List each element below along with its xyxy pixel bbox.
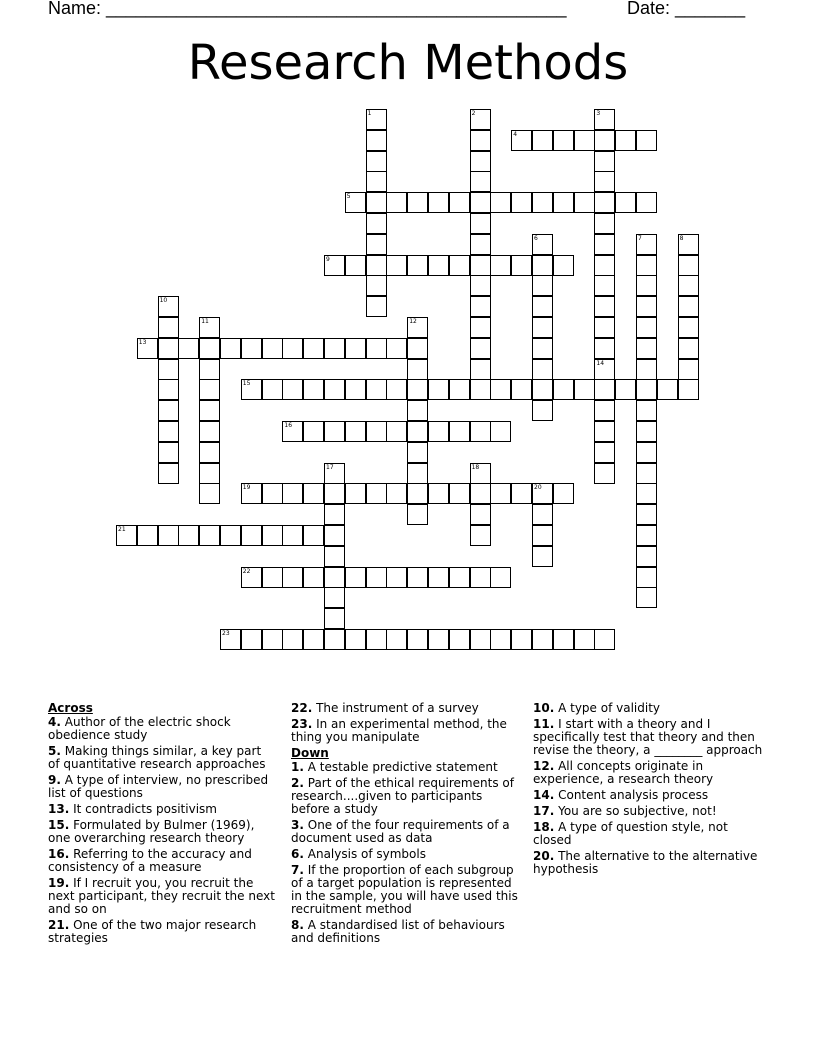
cell-number: 19: [242, 484, 251, 492]
grid-cell[interactable]: [262, 483, 283, 504]
grid-cell[interactable]: [678, 234, 699, 255]
grid-cell[interactable]: [678, 359, 699, 380]
grid-cell[interactable]: [470, 421, 491, 442]
grid-cell[interactable]: [303, 525, 324, 546]
grid-cell[interactable]: [574, 130, 595, 151]
grid-cell[interactable]: [324, 338, 345, 359]
grid-cell[interactable]: [470, 567, 491, 588]
grid-cell[interactable]: [470, 109, 491, 130]
page-title: Research Methods: [187, 35, 629, 91]
date-field[interactable]: Date: _______: [627, 0, 746, 18]
clue-down-8: 8. A standardised list of behaviours and definitions: [291, 918, 505, 945]
grid-cell[interactable]: [241, 567, 262, 588]
grid-cell[interactable]: [324, 525, 345, 546]
grid-cell[interactable]: [366, 255, 387, 276]
grid-cell[interactable]: [282, 338, 303, 359]
grid-cell[interactable]: [137, 338, 158, 359]
clue-column-3: [533, 702, 769, 879]
grid-cell[interactable]: [470, 275, 491, 296]
grid-cell[interactable]: [636, 338, 657, 359]
grid-cell[interactable]: [594, 213, 615, 234]
grid-cell[interactable]: [199, 359, 220, 380]
grid-cell[interactable]: [532, 483, 553, 504]
grid-cell[interactable]: [158, 379, 179, 400]
clue-down-17: 17. You are so subjective, not!: [533, 804, 717, 818]
cell-number: 16: [284, 422, 293, 429]
grid-cell[interactable]: [636, 525, 657, 546]
grid-cell[interactable]: [366, 275, 387, 296]
clue-down-2: 2. Part of the ethical requirements of research....given to participants before a study: [291, 776, 514, 816]
grid-cell[interactable]: [574, 379, 595, 400]
clue-down-18: 18. A type of question style, not closed: [533, 820, 728, 847]
grid-cell[interactable]: [407, 192, 428, 213]
grid-cell[interactable]: [470, 379, 491, 400]
grid-cell[interactable]: [241, 483, 262, 504]
grid-cell[interactable]: [428, 379, 449, 400]
grid-cell[interactable]: [636, 567, 657, 588]
grid-cell[interactable]: [386, 421, 407, 442]
grid-cell[interactable]: [553, 192, 574, 213]
grid-cell[interactable]: [594, 359, 615, 380]
grid-cell[interactable]: [137, 525, 158, 546]
grid-cell[interactable]: [324, 629, 345, 650]
grid-cell[interactable]: [490, 192, 511, 213]
grid-cell[interactable]: [407, 400, 428, 421]
grid-cell[interactable]: [178, 525, 199, 546]
grid-cell[interactable]: [324, 379, 345, 400]
grid-cell[interactable]: [366, 130, 387, 151]
cell-number: 18: [471, 463, 480, 471]
grid-cell[interactable]: [511, 192, 532, 213]
cell-number: 13: [138, 338, 147, 346]
grid-cell[interactable]: [407, 255, 428, 276]
grid-cell[interactable]: [636, 442, 657, 463]
grid-cell[interactable]: [199, 421, 220, 442]
grid-cell[interactable]: [532, 400, 553, 421]
grid-cell[interactable]: [511, 379, 532, 400]
grid-cell[interactable]: [324, 483, 345, 504]
grid-cell[interactable]: [407, 629, 428, 650]
cell-number: 7: [638, 234, 642, 242]
down-heading: Down: [291, 746, 329, 760]
grid-cell[interactable]: [241, 629, 262, 650]
grid-cell[interactable]: [511, 255, 532, 276]
grid-cell[interactable]: [470, 296, 491, 317]
grid-cell[interactable]: [345, 483, 366, 504]
grid-cell[interactable]: [532, 525, 553, 546]
grid-cell[interactable]: [636, 317, 657, 338]
grid-cell[interactable]: [470, 629, 491, 650]
grid-cell[interactable]: [636, 400, 657, 421]
grid-cell[interactable]: [532, 234, 553, 255]
grid-cell[interactable]: [428, 629, 449, 650]
grid-cell[interactable]: [428, 483, 449, 504]
grid-cell[interactable]: [553, 130, 574, 151]
cell-number: 10: [159, 297, 168, 305]
grid-cell[interactable]: [158, 317, 179, 338]
name-field[interactable]: Name: ______________________________________________: [48, 0, 567, 18]
grid-cell[interactable]: [241, 379, 262, 400]
grid-cell[interactable]: [407, 504, 428, 525]
cell-number: 17: [326, 463, 334, 471]
grid-cell[interactable]: [636, 587, 657, 608]
grid-cell[interactable]: [220, 338, 241, 359]
grid-cell[interactable]: [470, 338, 491, 359]
grid-cell[interactable]: [594, 338, 615, 359]
grid-cell[interactable]: [366, 379, 387, 400]
grid-cell[interactable]: [366, 483, 387, 504]
clue-down-12: 12. All concepts originate in experience, a research theory: [533, 759, 714, 786]
grid-cell[interactable]: [532, 296, 553, 317]
grid-cell[interactable]: [553, 483, 574, 504]
grid-cell[interactable]: [241, 338, 262, 359]
clue-across-5: 5. Making things similar, a key part of quantitative research approaches: [48, 744, 266, 771]
grid-cell[interactable]: [303, 483, 324, 504]
grid-cell[interactable]: [490, 483, 511, 504]
grid-cell[interactable]: [366, 213, 387, 234]
cell-number: 4: [513, 130, 518, 138]
grid-cell[interactable]: [470, 213, 491, 234]
cell-number: 5: [346, 193, 351, 201]
grid-cell[interactable]: [366, 109, 387, 130]
grid-cell[interactable]: [282, 567, 303, 588]
clue-across-22: 22. The instrument of a survey: [291, 701, 479, 715]
grid-cell[interactable]: [366, 338, 387, 359]
clue-across-19: 19. If I recruit you, you recruit the next participant, they recruit the next and so on: [48, 876, 275, 916]
grid-cell[interactable]: [449, 379, 470, 400]
grid-cell[interactable]: [594, 379, 615, 400]
grid-cell[interactable]: [407, 379, 428, 400]
grid-cell[interactable]: [303, 338, 324, 359]
clue-across-16: 16. Referring to the accuracy and consistency of a measure: [48, 847, 252, 874]
grid-cell[interactable]: [282, 421, 303, 442]
grid-cell[interactable]: [220, 525, 241, 546]
grid-cell[interactable]: [428, 567, 449, 588]
grid-cell[interactable]: [407, 317, 428, 338]
grid-cell[interactable]: [324, 504, 345, 525]
grid-cell[interactable]: [532, 359, 553, 380]
grid-cell[interactable]: [490, 255, 511, 276]
grid-cell[interactable]: [158, 525, 179, 546]
grid-cell[interactable]: [532, 317, 553, 338]
cell-number: 15: [242, 380, 251, 388]
grid-cell[interactable]: [345, 567, 366, 588]
grid-cell[interactable]: [636, 192, 657, 213]
grid-cell[interactable]: [407, 483, 428, 504]
grid-cell[interactable]: [386, 629, 407, 650]
grid-cell[interactable]: [511, 629, 532, 650]
cell-number: 3: [596, 110, 601, 117]
grid-cell[interactable]: [657, 379, 678, 400]
grid-cell[interactable]: [636, 255, 657, 276]
grid-cell[interactable]: [636, 463, 657, 484]
grid-cell[interactable]: [366, 151, 387, 172]
grid-cell[interactable]: [636, 130, 657, 151]
clue-across-13: 13. It contradicts positivism: [48, 802, 217, 816]
grid-cell[interactable]: [678, 338, 699, 359]
cell-number: 12: [409, 318, 417, 325]
grid-cell[interactable]: [532, 255, 553, 276]
grid-cell[interactable]: [116, 525, 137, 546]
grid-cell[interactable]: [262, 629, 283, 650]
grid-cell[interactable]: [532, 192, 553, 213]
grid-cell[interactable]: [282, 525, 303, 546]
grid-cell[interactable]: [574, 192, 595, 213]
across-heading: Across: [48, 701, 93, 715]
grid-cell[interactable]: [366, 171, 387, 192]
grid-cell[interactable]: [574, 629, 595, 650]
cell-number: 9: [326, 255, 330, 263]
grid-cell[interactable]: [636, 421, 657, 442]
grid-cell[interactable]: [199, 338, 220, 359]
grid-cell[interactable]: [470, 359, 491, 380]
grid-cell[interactable]: [470, 234, 491, 255]
grid-cell[interactable]: [386, 567, 407, 588]
grid-cell[interactable]: [615, 379, 636, 400]
grid-cell[interactable]: [241, 525, 262, 546]
grid-cell[interactable]: [345, 629, 366, 650]
grid-cell[interactable]: [678, 296, 699, 317]
grid-cell[interactable]: [490, 629, 511, 650]
cell-number: 23: [222, 630, 230, 637]
grid-cell[interactable]: [199, 463, 220, 484]
clue-across-15: 15. Formulated by Bulmer (1969), one overarching research theory: [48, 818, 255, 845]
grid-cell[interactable]: [407, 338, 428, 359]
grid-cell[interactable]: [345, 421, 366, 442]
grid-cell[interactable]: [532, 275, 553, 296]
grid-cell[interactable]: [615, 130, 636, 151]
grid-cell[interactable]: [678, 379, 699, 400]
grid-cell[interactable]: [303, 629, 324, 650]
grid-cell[interactable]: [470, 130, 491, 151]
clue-down-11: 11. I start with a theory and I specifically test that theory and then revise the theory, a ________ approach: [533, 717, 763, 757]
grid-cell[interactable]: [303, 421, 324, 442]
grid-cell[interactable]: [594, 317, 615, 338]
grid-cell[interactable]: [199, 379, 220, 400]
grid-cell[interactable]: [324, 567, 345, 588]
grid-cell[interactable]: [407, 421, 428, 442]
grid-cell[interactable]: [324, 421, 345, 442]
grid-cell[interactable]: [158, 463, 179, 484]
cell-number: 21: [118, 526, 126, 533]
grid-cell[interactable]: [511, 130, 532, 151]
grid-cell[interactable]: [282, 483, 303, 504]
grid-cell[interactable]: [262, 379, 283, 400]
grid-cell[interactable]: [470, 192, 491, 213]
grid-cell[interactable]: [636, 546, 657, 567]
grid-cell[interactable]: [220, 629, 241, 650]
grid-cell[interactable]: [636, 359, 657, 380]
grid-cell[interactable]: [366, 421, 387, 442]
grid-cell[interactable]: [366, 234, 387, 255]
grid-cell[interactable]: [345, 338, 366, 359]
grid-cell[interactable]: [594, 255, 615, 276]
grid-cell[interactable]: [428, 192, 449, 213]
grid-cell[interactable]: [553, 379, 574, 400]
grid-cell[interactable]: [490, 567, 511, 588]
grid-cell[interactable]: [594, 463, 615, 484]
grid-cell[interactable]: [428, 255, 449, 276]
grid-cell[interactable]: [199, 483, 220, 504]
grid-cell[interactable]: [262, 567, 283, 588]
grid-cell[interactable]: [386, 255, 407, 276]
grid-cell[interactable]: [199, 442, 220, 463]
grid-cell[interactable]: [449, 421, 470, 442]
cell-number: 14: [596, 359, 605, 367]
grid-cell[interactable]: [449, 567, 470, 588]
clue-down-1: 1. A testable predictive statement: [291, 760, 498, 774]
grid-cell[interactable]: [594, 151, 615, 172]
grid-cell[interactable]: [158, 400, 179, 421]
grid-cell[interactable]: [594, 192, 615, 213]
clue-column-1: [48, 702, 276, 948]
grid-cell[interactable]: [345, 255, 366, 276]
grid-cell[interactable]: [553, 255, 574, 276]
grid-cell[interactable]: [199, 317, 220, 338]
grid-cell[interactable]: [324, 608, 345, 629]
grid-cell[interactable]: [158, 359, 179, 380]
grid-cell[interactable]: [366, 192, 387, 213]
grid-cell[interactable]: [532, 546, 553, 567]
grid-cell[interactable]: [262, 338, 283, 359]
grid-cell[interactable]: [324, 587, 345, 608]
grid-cell[interactable]: [345, 192, 366, 213]
clue-across-21: 21. One of the two major research strategies: [48, 918, 257, 945]
grid-cell[interactable]: [532, 504, 553, 525]
grid-cell[interactable]: [594, 109, 615, 130]
clue-down-6: 6. Analysis of symbols: [291, 847, 426, 861]
cell-number: 2: [471, 110, 476, 117]
grid-cell[interactable]: [532, 338, 553, 359]
grid-cell[interactable]: [199, 400, 220, 421]
grid-cell[interactable]: [470, 483, 491, 504]
clue-down-7: 7. If the proportion of each subgroup of a target population is represented in the sample, you will have used this recruitment method: [291, 863, 518, 916]
grid-cell[interactable]: [594, 421, 615, 442]
grid-cell[interactable]: [636, 504, 657, 525]
grid-cell[interactable]: [615, 192, 636, 213]
clue-across-23: 23. In an experimental method, the thing you manipulate: [291, 717, 507, 744]
grid-cell[interactable]: [678, 275, 699, 296]
grid-cell[interactable]: [366, 629, 387, 650]
grid-cell[interactable]: [470, 504, 491, 525]
grid-cell[interactable]: [532, 130, 553, 151]
cell-number: 1: [367, 110, 372, 117]
grid-cell[interactable]: [470, 463, 491, 484]
grid-cell[interactable]: [449, 629, 470, 650]
grid-cell[interactable]: [324, 463, 345, 484]
grid-cell[interactable]: [636, 379, 657, 400]
clue-down-10: 10. A type of validity: [533, 701, 660, 715]
grid-cell[interactable]: [553, 629, 574, 650]
grid-cell[interactable]: [594, 400, 615, 421]
grid-cell[interactable]: [407, 567, 428, 588]
grid-cell[interactable]: [594, 442, 615, 463]
grid-cell[interactable]: [511, 483, 532, 504]
grid-cell[interactable]: [303, 379, 324, 400]
grid-cell[interactable]: [594, 171, 615, 192]
grid-cell[interactable]: [449, 192, 470, 213]
clue-column-2: [291, 702, 519, 948]
grid-cell[interactable]: [386, 192, 407, 213]
grid-cell[interactable]: [636, 296, 657, 317]
grid-cell[interactable]: [594, 234, 615, 255]
grid-cell[interactable]: [636, 483, 657, 504]
grid-cell[interactable]: [324, 255, 345, 276]
grid-cell[interactable]: [636, 234, 657, 255]
grid-cell[interactable]: [470, 255, 491, 276]
grid-cell[interactable]: [282, 629, 303, 650]
grid-cell[interactable]: [449, 255, 470, 276]
grid-cell[interactable]: [345, 379, 366, 400]
grid-cell[interactable]: [386, 379, 407, 400]
cell-number: 11: [201, 318, 209, 325]
clue-down-3: 3. One of the four requirements of a document used as data: [291, 818, 510, 845]
clue-across-4: 4. Author of the electric shock obedience study: [48, 715, 231, 742]
grid-cell[interactable]: [178, 338, 199, 359]
grid-cell[interactable]: [158, 338, 179, 359]
grid-cell[interactable]: [470, 317, 491, 338]
grid-cell[interactable]: [386, 483, 407, 504]
grid-cell[interactable]: [158, 296, 179, 317]
grid-cell[interactable]: [366, 567, 387, 588]
grid-cell[interactable]: [303, 567, 324, 588]
grid-cell[interactable]: [199, 525, 220, 546]
grid-cell[interactable]: [324, 546, 345, 567]
grid-cell[interactable]: [282, 379, 303, 400]
clue-down-14: 14. Content analysis process: [533, 788, 709, 802]
grid-cell[interactable]: [428, 421, 449, 442]
clue-down-20: 20. The alternative to the alternative hypothesis: [533, 849, 758, 876]
cell-number: 22: [242, 567, 251, 575]
grid-cell[interactable]: [594, 275, 615, 296]
grid-cell[interactable]: [678, 255, 699, 276]
grid-cell[interactable]: [532, 629, 553, 650]
grid-cell[interactable]: [449, 483, 470, 504]
grid-cell[interactable]: [594, 130, 615, 151]
grid-cell[interactable]: [470, 151, 491, 172]
grid-cell[interactable]: [490, 379, 511, 400]
grid-cell[interactable]: [532, 379, 553, 400]
grid-cell[interactable]: [636, 275, 657, 296]
cell-number: 20: [534, 484, 542, 492]
grid-cell[interactable]: [470, 525, 491, 546]
grid-cell[interactable]: [366, 296, 387, 317]
grid-cell[interactable]: [407, 359, 428, 380]
grid-cell[interactable]: [594, 296, 615, 317]
grid-cell[interactable]: [158, 442, 179, 463]
grid-cell[interactable]: [262, 525, 283, 546]
grid-cell[interactable]: [407, 442, 428, 463]
grid-cell[interactable]: [158, 421, 179, 442]
grid-cell[interactable]: [470, 171, 491, 192]
cell-number: 8: [679, 234, 684, 242]
grid-cell[interactable]: [490, 421, 511, 442]
grid-cell[interactable]: [678, 317, 699, 338]
grid-cell[interactable]: [386, 338, 407, 359]
clue-across-9: 9. A type of interview, no prescribed list of questions: [48, 773, 269, 800]
grid-cell[interactable]: [594, 629, 615, 650]
cell-number: 6: [534, 234, 538, 242]
grid-cell[interactable]: [407, 463, 428, 484]
